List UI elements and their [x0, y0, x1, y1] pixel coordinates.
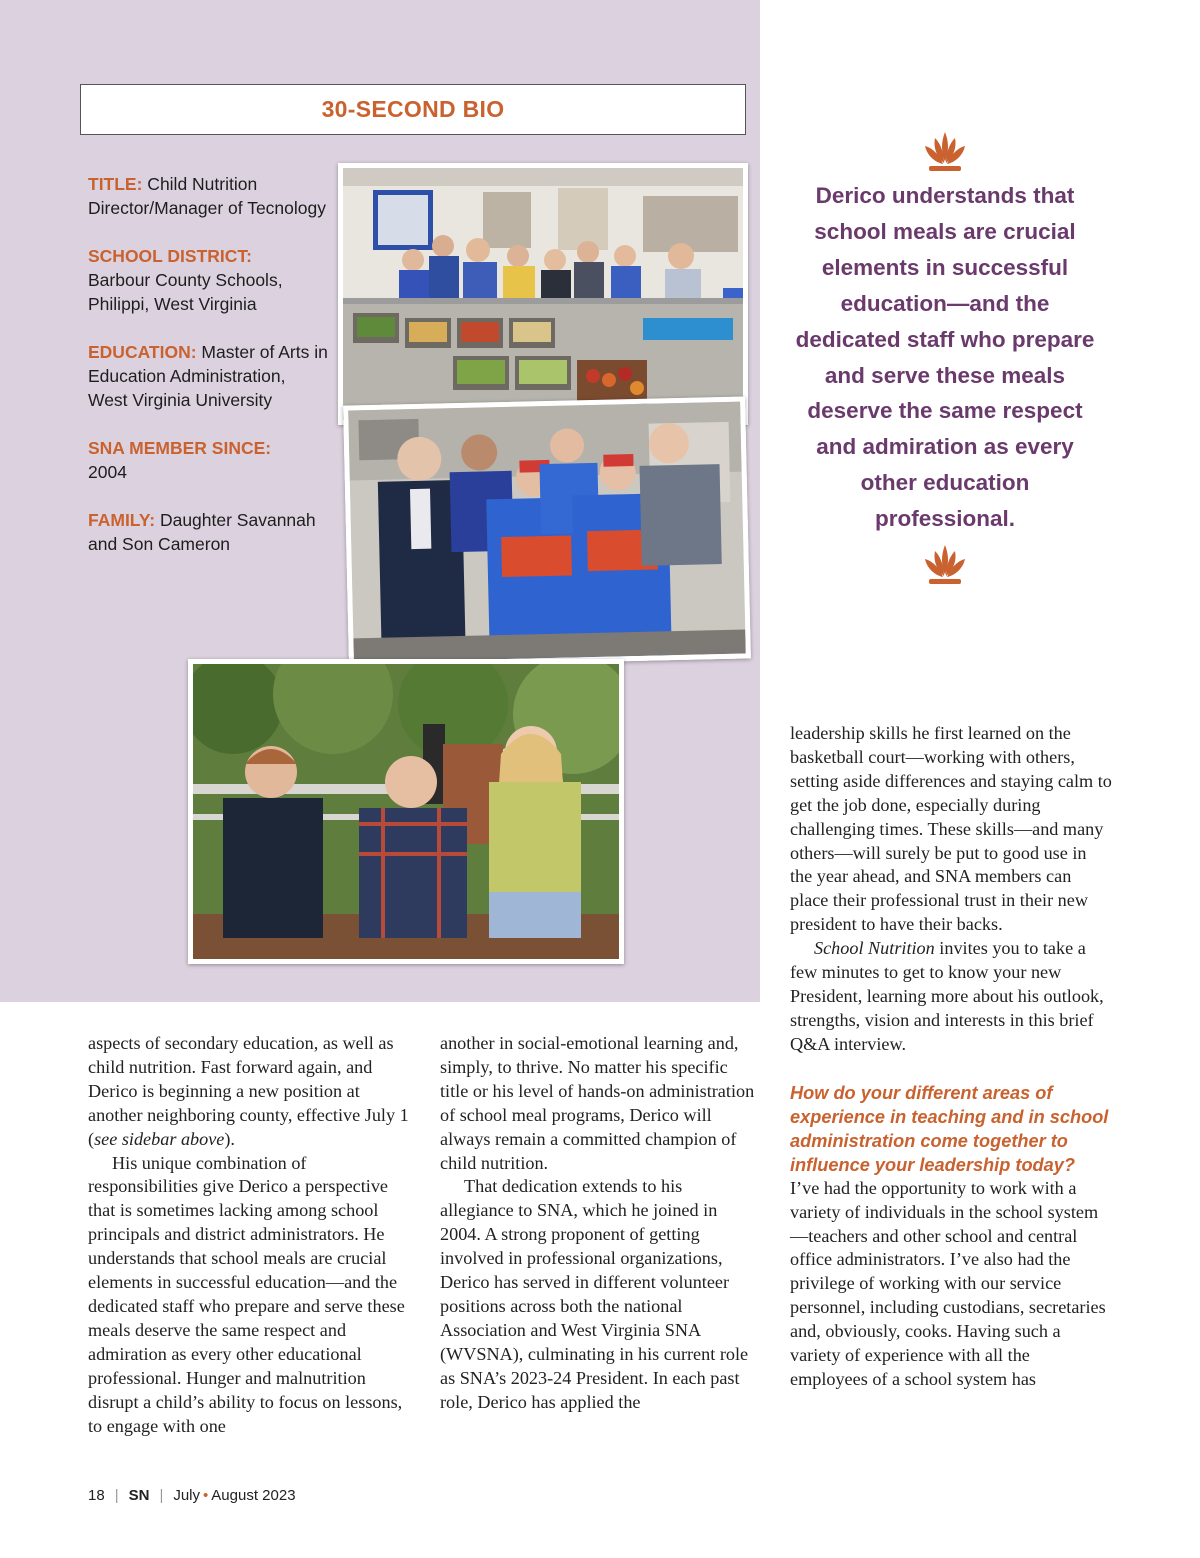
bio-value: Child Nutrition Director/Manager of Tecnology [88, 174, 326, 218]
italic-text: see sidebar above [94, 1128, 225, 1149]
bio-label: EDUCATION: [88, 342, 197, 362]
bio-item-family [88, 508, 328, 556]
kitchen-staff-photo [343, 396, 751, 667]
interview-question: How do your different areas of experience in teaching and in school administration come together to influence your leadership today? [790, 1082, 1109, 1175]
article-paragraph: That dedication extends to his allegiance to SNA, which he joined in 2004. A strong proponent of getting involved in professional organizations, Derico has served in different volunteer positions across both the national Association and West Virginia SNA (WVSNA), culminating in his current role as SNA’s 2023-24 President. In each past role, Derico has applied the [440, 1176, 749, 1412]
cafeteria-line-photo [338, 163, 748, 425]
text-run: aspects of secondary education, as well as child nutrition. Fast forward again, and Derico is beginning a new position at another neighboring county, effective July 1 ( [88, 1033, 409, 1149]
bio-value: 2004 [88, 462, 127, 482]
interview-answer: I’ve had the opportunity to work with a variety of individuals in the school system—teachers and other school and central office administrators. I’ve also had the privilege of working with our service personnel, including custodians, secretaries and, obviously, cooks. Having such a variety of experience with all the employees of a school system has [790, 1177, 1106, 1389]
issue-date: August 2023 [211, 1487, 296, 1504]
page-number: 18 [88, 1487, 105, 1504]
bio-label: SNA MEMBER SINCE: [88, 438, 272, 458]
article-paragraph [88, 1032, 418, 1152]
bio-value: Daughter Savannah and Son Cameron [88, 510, 316, 554]
issue-month: July [173, 1487, 201, 1504]
article-paragraph: leadership skills he first learned on the basketball court—working with others, setting aside differences and staying calm to get the job done, especially during challenging times. These skills—and many others—will surely be put to good use in the year ahead, and SNA members can place their professional trust in their new president to have their backs. [790, 723, 1112, 935]
bio-value: Barbour County Schools, Philippi, West Virginia [88, 270, 283, 314]
bio-label: FAMILY: [88, 510, 156, 530]
footer-separator: | [159, 1487, 164, 1504]
bio-label: TITLE: [88, 174, 143, 194]
text-run: invites you to take a few minutes to get to know your new President, learning more about his outlook, strengths, vision and interests in this brief Q&A interview. [790, 938, 1104, 1054]
article-paragraph [790, 937, 1112, 1057]
family-photo [188, 659, 624, 964]
article-column-2 [440, 1032, 760, 1415]
bio-item-title [88, 172, 328, 220]
bio-item-member-since [88, 436, 328, 484]
footer-separator: | [114, 1487, 119, 1504]
text-run: ). [224, 1128, 235, 1149]
article-paragraph: another in social-emotional learning and, simply, to thrive. No matter his specific title or his level of hands-on administration of school meal programs, Derico will always remain a committed champion of child nutrition. [440, 1033, 755, 1173]
footer-dot: • [203, 1487, 209, 1504]
pull-quote [790, 130, 1100, 587]
bio-list [88, 172, 328, 580]
magazine-name-italic: School Nutrition [814, 938, 935, 959]
bio-item-school-district [88, 244, 328, 316]
pull-quote-text: Derico understands that school meals are crucial elements in successful education—and the dedicated staff who prepare and serve these meals deserve the same respect and admiration as every other education professional. [795, 183, 1095, 532]
article-paragraph: His unique combination of responsibilities give Derico a perspective that is sometimes lacking among school principals and district administrators. He understands that school meals are crucial elements in successful education—and the dedicated staff who prepare and serve these meals deserve the same respect and admiration as every other educational professional. Hunger and malnutrition disrupt a child’s ability to focus on lessons, to engage with one [88, 1152, 405, 1436]
magazine-abbrev: SN [128, 1487, 150, 1504]
lotus-ornament-icon [921, 130, 969, 174]
bio-value: Master of Arts in Education Administration, West Virginia University [88, 342, 328, 410]
bio-header: 30-SECOND BIO [80, 84, 746, 135]
page-footer [88, 1487, 296, 1504]
bio-label: SCHOOL DISTRICT: [88, 246, 252, 266]
lotus-ornament-icon [921, 543, 969, 587]
article-column-1 [88, 1032, 418, 1438]
bio-item-education [88, 340, 328, 412]
article-column-3 [790, 722, 1112, 1392]
